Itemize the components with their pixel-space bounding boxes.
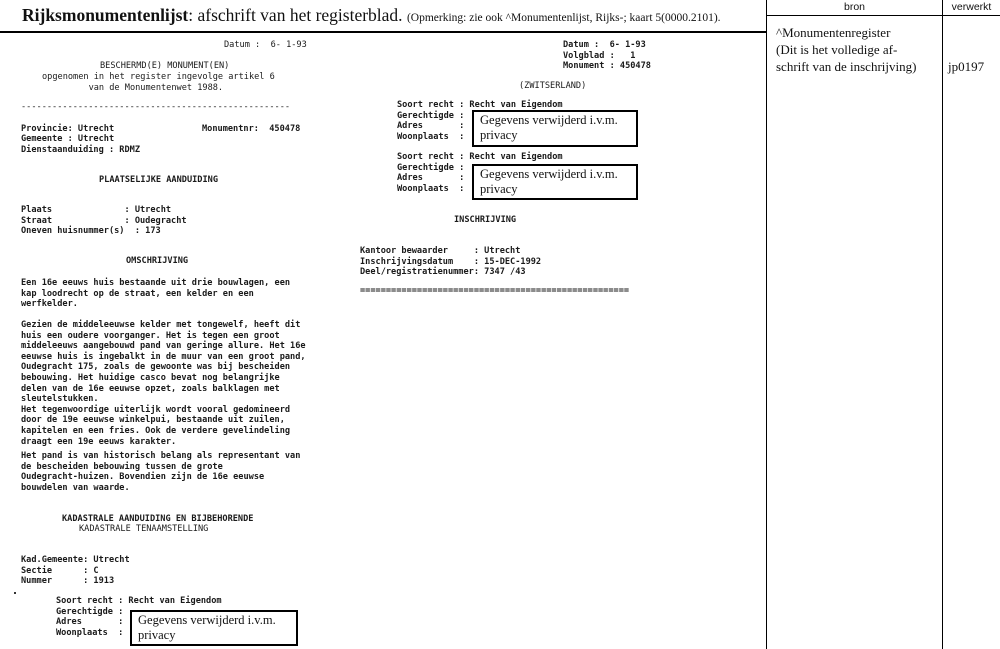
zwitserland: (ZWITSERLAND) bbox=[519, 81, 587, 91]
omschrijving-para3: Het pand is van historisch belang als representant van de bescheiden bebouwing tussen de grote Oudegracht-huizen. Bovendien zijn de 16e eeuwse bouwdelen van waarde. bbox=[21, 451, 301, 493]
omschrijving-para2: Gezien de middeleeuwse kelder met tongewelf, heeft dit huis een oudere voorganger. Het is tegen een groot middeleeuws aangebouwd pand van geringe allure. Het 16e eeuwse huis is ingebalkt in de muur van een groot pand, Oudegracht 175, zoals de gewoonte was bij bescheiden bebouwing. Het huidige casco bevat nog belangrijke delen van de 16e eeuwse opzet, zoals balklagen met sleutelstukken. Het tegenwoordige uiterlijk wordt vooral gedomineerd door de 19e eeuwse winkelpui, bestaande uit zuilen, kapitelen en een fries. Ook de verdere gevelindeling draagt een 19e eeuws karakter. bbox=[21, 320, 306, 447]
kad-block: Kad.Gemeente: Utrecht Sectie : C Nummer : 1913 bbox=[21, 555, 130, 587]
kadastrale-heading: KADASTRALE AANDUIDING EN BIJBEHORENDE bbox=[62, 514, 254, 524]
equals-rule: ==================================================== bbox=[360, 286, 630, 296]
soort-recht-right-1: Soort recht : Recht van Eigendom Gerechtigde : Adres : Woonplaats : bbox=[397, 100, 563, 142]
heading-register: opgenomen in het register ingevolge artikel 6 van de Monumentenwet 1988. bbox=[42, 72, 275, 93]
plaats-block: Plaats : Utrecht Straat : Oudegracht Oneven huisnummer(s) : 173 bbox=[21, 205, 187, 237]
bron-text: ^Monumentenregister (Dit is het volledige af- schrift van de inschrijving) bbox=[776, 25, 917, 74]
column-divider bbox=[942, 0, 943, 649]
soort-recht-right-2: Soort recht : Recht van Eigendom Gerechtigde : Adres : Woonplaats : bbox=[397, 152, 563, 194]
privacy-box: Gegevens verwijderd i.v.m. privacy bbox=[472, 110, 638, 147]
monumentnr: Monumentnr: 450478 bbox=[202, 124, 301, 134]
plaatselijke-heading: PLAATSELIJKE AANDUIDING bbox=[99, 175, 218, 185]
right-header: Datum : 6- 1-93 Volgblad : 1 Monument : 450478 bbox=[563, 40, 651, 72]
dashed-rule: ---------------------------------------------------- bbox=[21, 102, 291, 112]
header-rule bbox=[766, 15, 1000, 16]
scan-speck bbox=[14, 592, 16, 594]
provincie: Provincie: Utrecht bbox=[21, 124, 115, 134]
column-header-bron: bron bbox=[843, 1, 865, 13]
verwerkt-text: jp0197 bbox=[948, 59, 985, 74]
privacy-box: Gegevens verwijderd i.v.m. privacy bbox=[472, 164, 638, 200]
privacy-box: Gegevens verwijderd i.v.m. privacy bbox=[130, 610, 298, 646]
title-main: Rijksmonumentenlijst bbox=[22, 5, 189, 25]
omschrijving-para1: Een 16e eeuws huis bestaande uit drie bouwlagen, een kap loodrecht op de straat, een kelder en een werfkelder. bbox=[21, 278, 291, 310]
left-date: Datum : 6- 1-93 bbox=[224, 40, 307, 50]
title-note: (Opmerking: zie ook ^Monumentenlijst, Rijks-; kaart 5(0000.2101). bbox=[406, 12, 721, 24]
soort-recht-left: Soort recht : Recht van Eigendom Gerechtigde : Adres : Woonplaats : bbox=[56, 596, 222, 638]
kadastrale-subheading: KADASTRALE TENAAMSTELLING bbox=[79, 524, 209, 534]
title-rule bbox=[0, 31, 766, 33]
heading-monument: BESCHERMD(E) MONUMENT(EN) bbox=[100, 61, 230, 71]
inschrijving-heading: INSCHRIJVING bbox=[454, 215, 517, 225]
column-header-verwerkt: verwerkt bbox=[951, 1, 992, 13]
inschrijving-block: Kantoor bewaarder : Utrecht Inschrijvingsdatum : 15-DEC-1992 Deel/registratienummer: 7347 /43 bbox=[360, 246, 542, 278]
omschrijving-heading: OMSCHRIJVING bbox=[126, 256, 189, 266]
document-title bbox=[22, 5, 721, 26]
column-divider bbox=[766, 0, 767, 649]
title-subtitle: : afschrift van het registerblad. bbox=[188, 5, 403, 25]
gemeente-dienst: Gemeente : Utrecht Dienstaanduiding : RDMZ bbox=[21, 134, 140, 155]
